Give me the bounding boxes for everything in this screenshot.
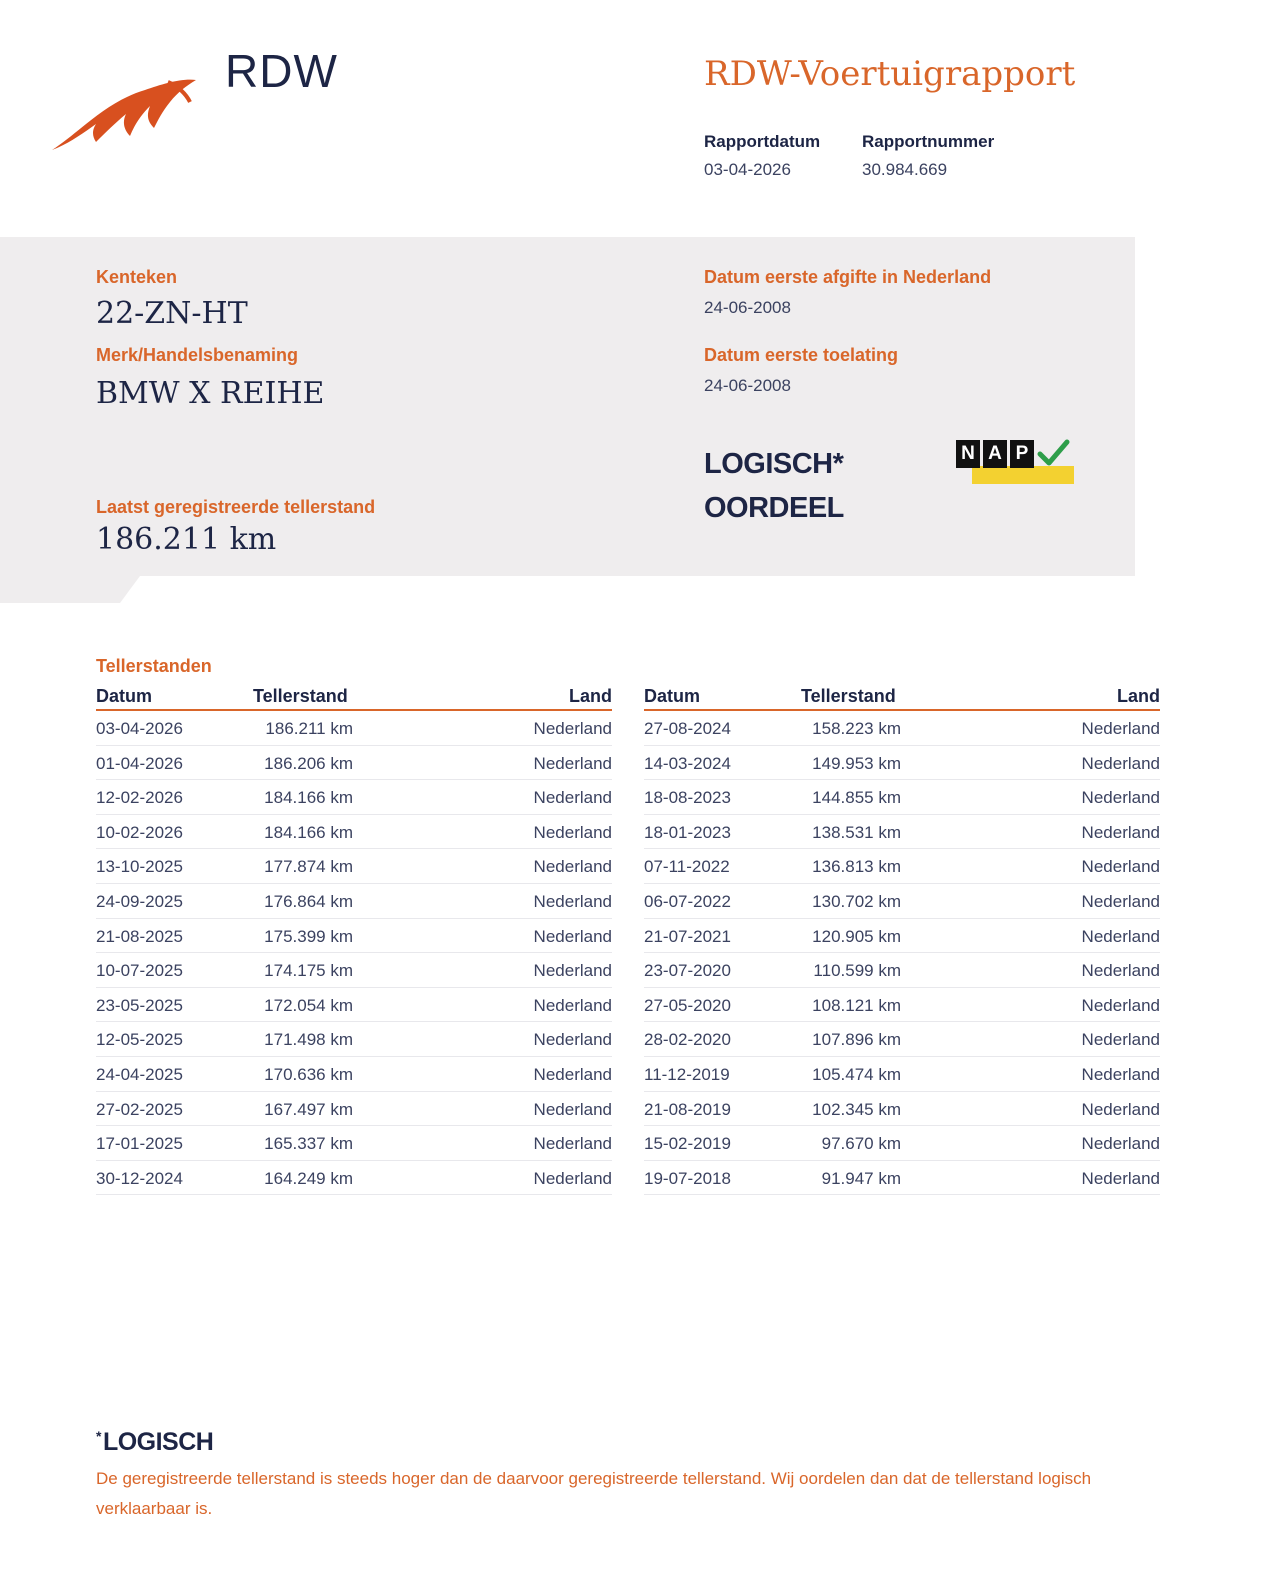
reading-country: Nederland (533, 822, 612, 842)
reading-country: Nederland (1081, 995, 1160, 1015)
table-row (96, 1092, 612, 1127)
reading-country: Nederland (533, 1064, 612, 1084)
reading-country: Nederland (533, 719, 612, 738)
reading-country: Nederland (533, 1030, 612, 1050)
brand-name: RDW (225, 45, 338, 97)
reading-country: Nederland (1081, 1099, 1160, 1119)
nap-letter-p: P (1010, 440, 1034, 468)
reading-date: 24-04-2025 (96, 1064, 183, 1084)
reading-km: 186.206 km (264, 753, 353, 773)
reading-country: Nederland (1081, 857, 1160, 877)
reading-date: 21-08-2025 (96, 926, 183, 946)
reading-km: 120.905 km (812, 926, 901, 946)
footnote-title (96, 1428, 213, 1457)
reading-km: 138.531 km (812, 822, 901, 842)
reading-km: 184.166 km (264, 822, 353, 842)
first-admission-date: 24-06-2008 (704, 376, 791, 395)
reading-km: 102.345 km (812, 1099, 901, 1119)
reading-country: Nederland (533, 857, 612, 877)
reading-km: 186.211 km (265, 719, 353, 738)
reading-date: 10-07-2025 (96, 961, 183, 981)
col-country-header: Land (1117, 686, 1160, 706)
footnote-text: De geregistreerde tellerstand is steeds hoger dan de daarvoor geregistreerde tellerstand. Wij oordelen dan dat de tellerstand logisch verklaarbaar is. (96, 1469, 1092, 1518)
table-row (644, 849, 1160, 884)
table-row (644, 780, 1160, 815)
reading-km: 130.702 km (812, 891, 901, 911)
last-odometer: 186.211 km (96, 522, 277, 557)
reading-km: 105.474 km (812, 1064, 901, 1084)
col-country-header: Land (569, 686, 612, 706)
reading-country: Nederland (1081, 753, 1160, 773)
nap-letter-n: N (956, 440, 980, 468)
reading-date: 15-02-2019 (644, 1134, 731, 1154)
reading-country: Nederland (533, 1099, 612, 1119)
reading-country: Nederland (533, 753, 612, 773)
reading-km: 108.121 km (812, 995, 901, 1015)
reading-date: 21-08-2019 (644, 1099, 731, 1119)
reading-country: Nederland (1081, 926, 1160, 946)
table-row (96, 953, 612, 988)
table-row (96, 1161, 612, 1196)
table-header (644, 684, 1160, 711)
reading-date: 07-11-2022 (644, 857, 730, 877)
table-row (644, 1057, 1160, 1092)
table-row (644, 815, 1160, 850)
reading-country: Nederland (1081, 1134, 1160, 1154)
report-number: 30.984.669 (862, 160, 948, 179)
readings-table-right (644, 684, 1160, 1195)
reading-country: Nederland (533, 995, 612, 1015)
table-row (96, 849, 612, 884)
reading-km: 97.670 km (821, 1134, 901, 1154)
table-row (644, 1126, 1160, 1161)
reading-date: 12-02-2026 (96, 788, 183, 808)
reading-country: Nederland (1081, 719, 1160, 738)
reading-date: 18-01-2023 (644, 822, 731, 842)
reading-date: 24-09-2025 (96, 891, 183, 911)
reading-date: 19-07-2018 (644, 1168, 731, 1188)
reading-date: 11-12-2019 (644, 1064, 730, 1084)
reading-country: Nederland (1081, 822, 1160, 842)
reading-km: 165.337 km (264, 1134, 353, 1154)
reading-date: 13-10-2025 (96, 857, 183, 877)
checkmark-icon (1036, 438, 1070, 468)
table-row (644, 711, 1160, 746)
table-row (644, 746, 1160, 781)
first-issue-date: 24-06-2008 (704, 298, 791, 317)
table-row (644, 1022, 1160, 1057)
readings-title: Tellerstanden (96, 656, 212, 676)
table-row (644, 884, 1160, 919)
col-km-header: Tellerstand (253, 686, 348, 706)
verdict-line-1: LOGISCH* (704, 448, 844, 480)
reading-date: 12-05-2025 (96, 1030, 183, 1050)
reading-km: 110.599 km (813, 961, 901, 981)
table-header (96, 684, 612, 711)
reading-date: 06-07-2022 (644, 891, 731, 911)
footnote-star: * (96, 1428, 101, 1444)
reading-country: Nederland (533, 788, 612, 808)
reading-date: 17-01-2025 (96, 1134, 183, 1154)
col-date-header: Datum (644, 686, 701, 706)
reading-country: Nederland (533, 1134, 612, 1154)
reading-km: 107.896 km (812, 1030, 901, 1050)
report-date-label: Rapportdatum (704, 132, 821, 151)
reading-km: 149.953 km (812, 753, 901, 773)
reading-km: 184.166 km (264, 788, 353, 808)
license-plate: 22-ZN-HT (96, 296, 248, 331)
reading-km: 172.054 km (264, 995, 353, 1015)
table-row (96, 1126, 612, 1161)
table-row (96, 1057, 612, 1092)
reading-km: 174.175 km (264, 961, 353, 981)
reading-country: Nederland (1081, 788, 1160, 808)
verdict (704, 442, 844, 530)
table-row (96, 780, 612, 815)
reading-country: Nederland (1081, 891, 1160, 911)
reading-km: 176.864 km (264, 891, 353, 911)
reading-km: 136.813 km (812, 857, 901, 877)
table-row (96, 884, 612, 919)
reading-country: Nederland (533, 1168, 612, 1188)
reading-km: 91.947 km (821, 1168, 901, 1188)
report-number-label: Rapportnummer (862, 132, 995, 151)
reading-date: 27-08-2024 (644, 719, 731, 738)
make-label: Merk/Handelsbenaming (96, 345, 299, 365)
reading-date: 23-05-2025 (96, 995, 183, 1015)
reading-country: Nederland (533, 891, 612, 911)
odometer-label: Laatst geregistreerde tellerstand (96, 497, 376, 517)
reading-country: Nederland (1081, 1030, 1160, 1050)
reading-date: 10-02-2026 (96, 822, 183, 842)
reading-country: Nederland (533, 926, 612, 946)
first-admission-label: Datum eerste toelating (704, 345, 899, 365)
reading-km: 177.874 km (264, 857, 353, 877)
reading-date: 03-04-2026 (96, 719, 183, 738)
table-row (644, 953, 1160, 988)
table-row (644, 1161, 1160, 1196)
table-row (96, 711, 612, 746)
verdict-line-2: OORDEEL (704, 492, 844, 524)
reading-date: 27-02-2025 (96, 1099, 183, 1119)
table-row (96, 815, 612, 850)
reading-km: 144.855 km (812, 788, 901, 808)
col-date-header: Datum (96, 686, 153, 706)
col-km-header: Tellerstand (801, 686, 896, 706)
plate-label: Kenteken (96, 267, 178, 287)
reading-km: 164.249 km (264, 1168, 353, 1188)
reading-date: 21-07-2021 (644, 926, 731, 946)
reading-date: 01-04-2026 (96, 753, 183, 773)
nap-letter-a: A (983, 440, 1007, 468)
table-row (644, 1092, 1160, 1127)
readings-table-left (96, 684, 612, 1195)
table-row (96, 988, 612, 1023)
report-title: RDW-Voertuigrapport (704, 54, 1076, 94)
reading-country: Nederland (1081, 1064, 1160, 1084)
footnote-title-text: LOGISCH (102, 1428, 214, 1456)
reading-country: Nederland (1081, 1168, 1160, 1188)
report-date: 03-04-2026 (704, 160, 791, 179)
nap-bar (972, 466, 1074, 484)
reading-date: 14-03-2024 (644, 753, 731, 773)
table-row (644, 919, 1160, 954)
reading-km: 175.399 km (264, 926, 353, 946)
table-row (644, 988, 1160, 1023)
reading-km: 170.636 km (264, 1064, 353, 1084)
reading-date: 30-12-2024 (96, 1168, 183, 1188)
first-issue-label: Datum eerste afgifte in Nederland (704, 267, 992, 287)
reading-km: 171.498 km (264, 1030, 353, 1050)
reading-km: 158.223 km (812, 719, 901, 738)
reading-date: 28-02-2020 (644, 1030, 731, 1050)
table-row (96, 919, 612, 954)
table-row (96, 746, 612, 781)
reading-km: 167.497 km (264, 1099, 353, 1119)
reading-date: 27-05-2020 (644, 995, 731, 1015)
reading-date: 18-08-2023 (644, 788, 731, 808)
vehicle-make: BMW X REIHE (96, 376, 325, 411)
nap-logo (956, 440, 1074, 486)
reading-date: 23-07-2020 (644, 961, 731, 981)
reading-country: Nederland (1081, 961, 1160, 981)
rdw-logo-icon (50, 72, 200, 156)
table-row (96, 1022, 612, 1057)
reading-country: Nederland (533, 961, 612, 981)
